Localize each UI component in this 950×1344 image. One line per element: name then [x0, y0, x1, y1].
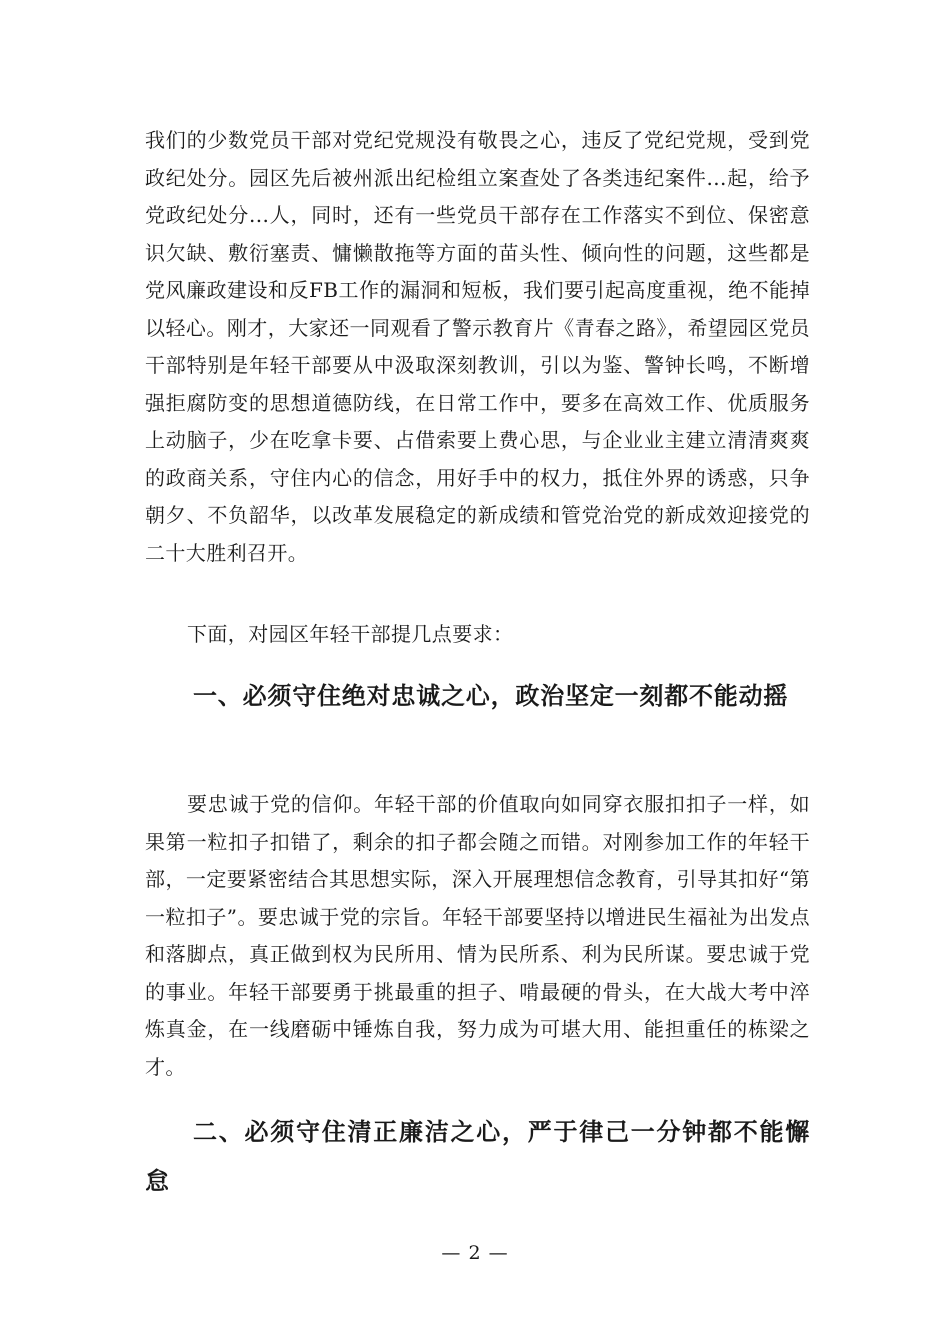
- section-heading-2: 二、必须守住清正廉洁之心，严于律己一分钟都不能懈怠: [145, 1118, 810, 1195]
- body-paragraph-intro: 下面，对园区年轻干部提几点要求：: [187, 622, 514, 646]
- section-heading-1: 一、必须守住绝对忠诚之心，政治坚定一刻都不能动摇: [193, 682, 789, 710]
- page-number: — 2 —: [441, 1242, 509, 1264]
- body-paragraph-section-1: 要忠诚于党的信仰。年轻干部的价值取向如同穿衣服扣扣子一样，如果第一粒扣子扣错了，剩余的扣子都会随之而错。对刚参加工作的年轻干部，一定要紧密结合其思想实际，深入开展理想信念教育，引导其扣好“第一粒扣子”。要忠诚于党的宗旨。年轻干部要坚持以增进民生福祉为出发点和落脚点，真正做到权为民所用、情为民所系、利为民所谋。要忠诚于党的事业。年轻干部要勇于挑最重的担子、啃最硬的骨头，在大战大考中淬炼真金，在一线磨砺中锤炼自我，努力成为可堪大用、能担重任的栋梁之才。: [145, 792, 810, 1079]
- body-paragraph: 我们的少数党员干部对党纪党规没有敬畏之心，违反了党纪党规，受到党政纪处分。园区先后被州派出纪检组立案查处了各类违纪案件...起，给予党政纪处分...人，同时，还有一些党员干部存在工作落实不到位、保密意识欠缺、敷衍塞责、慵懒散拖等方面的苗头性、倾向性的问题，这些都是党风廉政建设和反FB工作的漏洞和短板，我们要引起高度重视，绝不能掉以轻心。刚才，大家还一同观看了警示教育片《青春之路》，希望园区党员干部特别是年轻干部要从中汲取深刻教训，引以为鉴、警钟长鸣，不断增强拒腐防变的思想道德防线，在日常工作中，要多在高效工作、优质服务上动脑子，少在吃拿卡要、占借索要上费心思，与企业业主建立清清爽爽的政商关系，守住内心的信念，用好手中的权力，抵住外界的诱惑，只争朝夕、不负韶华，以改革发展稳定的新成绩和管党治党的新成效迎接党的二十大胜利召开。: [145, 128, 810, 565]
